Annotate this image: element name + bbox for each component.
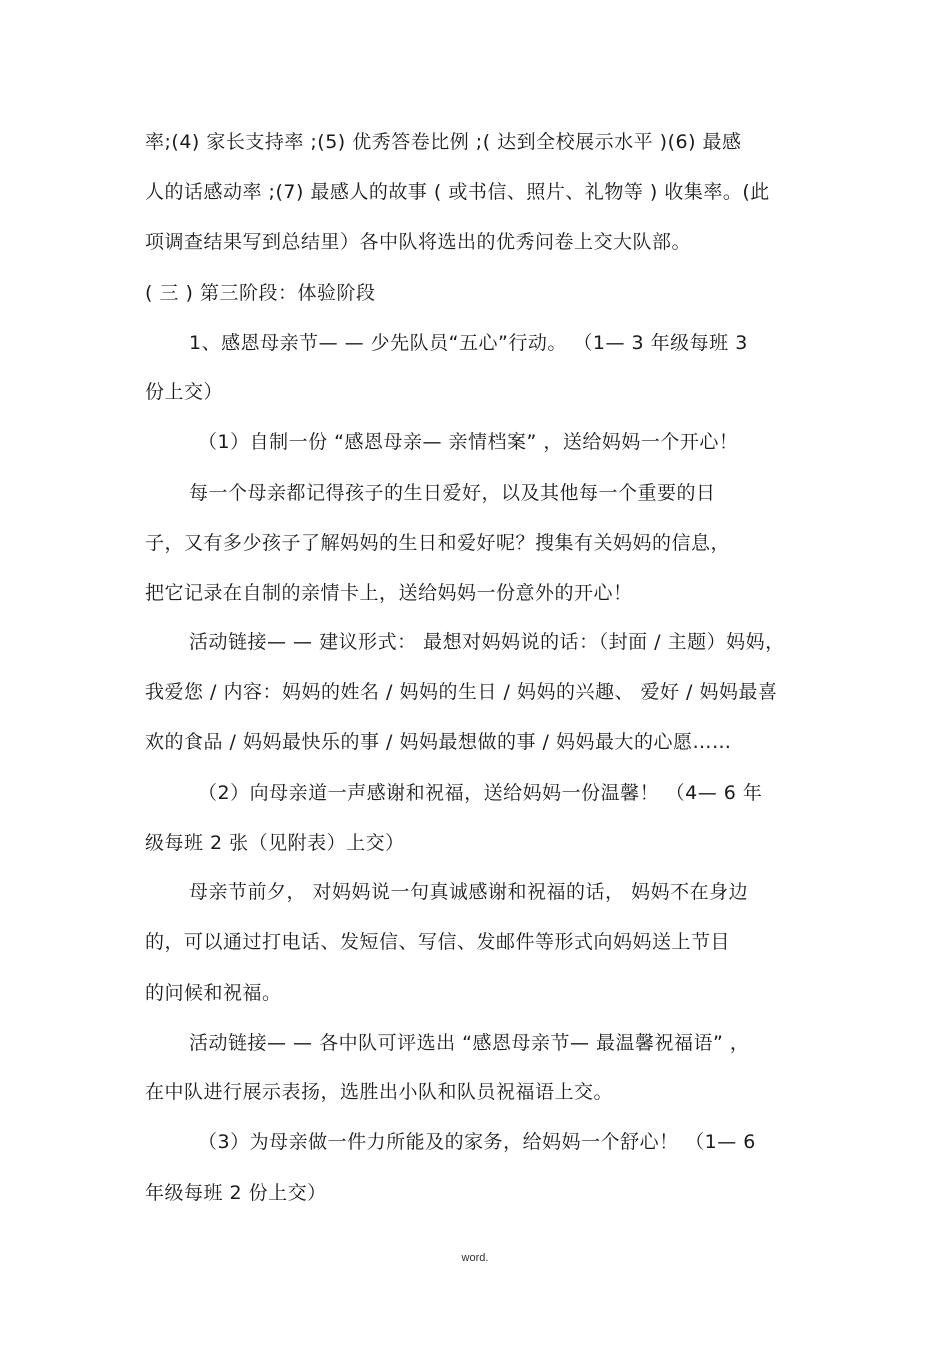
text-line: 年级每班 2 份上交）	[145, 1182, 327, 1204]
text-line: 在中队进行展示表扬，选胜出小队和队员祝福语上交。	[145, 1081, 614, 1103]
text-line: 人的话感动率 ;(7) 最感人的故事 ( 或书信、照片、礼物等 ) 收集率。(此	[145, 181, 770, 203]
text-line: 子，又有多少孩子了解妈妈的生日和爱好呢？搜集有关妈妈的信息，	[145, 532, 731, 554]
text-line: 的，可以通过打电话、发短信、写信、发邮件等形式向妈妈送上节目	[145, 931, 731, 953]
text-line: （2）向母亲道一声感谢和祝福，送给妈妈一份温馨！ （4— 6 年	[198, 782, 763, 804]
text-line: 母亲节前夕， 对妈妈说一句真诚感谢和祝福的话， 妈妈不在身边	[189, 881, 749, 903]
text-line: 活动链接— — 建议形式： 最想对妈妈说的话：（封面 / 主题）妈妈，	[189, 631, 785, 653]
text-line: 级每班 2 张（见附表）上交）	[145, 832, 405, 854]
text-line: 把它记录在自制的亲情卡上，送给妈妈一份意外的开心！	[145, 582, 633, 604]
text-line: 活动链接— — 各中队可评选出 “感恩母亲节— 最温馨祝福语” ，	[189, 1032, 750, 1054]
text-line: （3）为母亲做一件力所能及的家务，给妈妈一个舒心！ （1— 6	[198, 1131, 756, 1153]
text-line: 欢的食品 / 妈妈最快乐的事 / 妈妈最想做的事 / 妈妈最大的心愿……	[145, 731, 732, 753]
text-line: 的问候和祝福。	[145, 982, 282, 1004]
text-line: 份上交）	[145, 381, 224, 403]
text-line: 我爱您 / 内容：妈妈的姓名 / 妈妈的生日 / 妈妈的兴趣、 爱好 / 妈妈最喜	[145, 681, 778, 703]
section-heading: ( 三 ) 第三阶段：体验阶段	[145, 282, 376, 304]
page-footer: word.	[461, 1252, 489, 1264]
text-line: 每一个母亲都记得孩子的生日爱好，以及其他每一个重要的日	[189, 482, 716, 504]
text-line: （1）自制一份 “感恩母亲— 亲情档案” ，送给妈妈一个开心！	[198, 431, 739, 453]
text-line: 项调查结果写到总结里）各中队将选出的优秀问卷上交大队部。	[145, 231, 692, 253]
text-line: 率;(4) 家长支持率 ;(5) 优秀答卷比例 ;( 达到全校展示水平 )(6) 最感	[145, 131, 742, 153]
text-line: 1、感恩母亲节— — 少先队员“五心”行动。 （1— 3 年级每班 3	[189, 332, 748, 354]
